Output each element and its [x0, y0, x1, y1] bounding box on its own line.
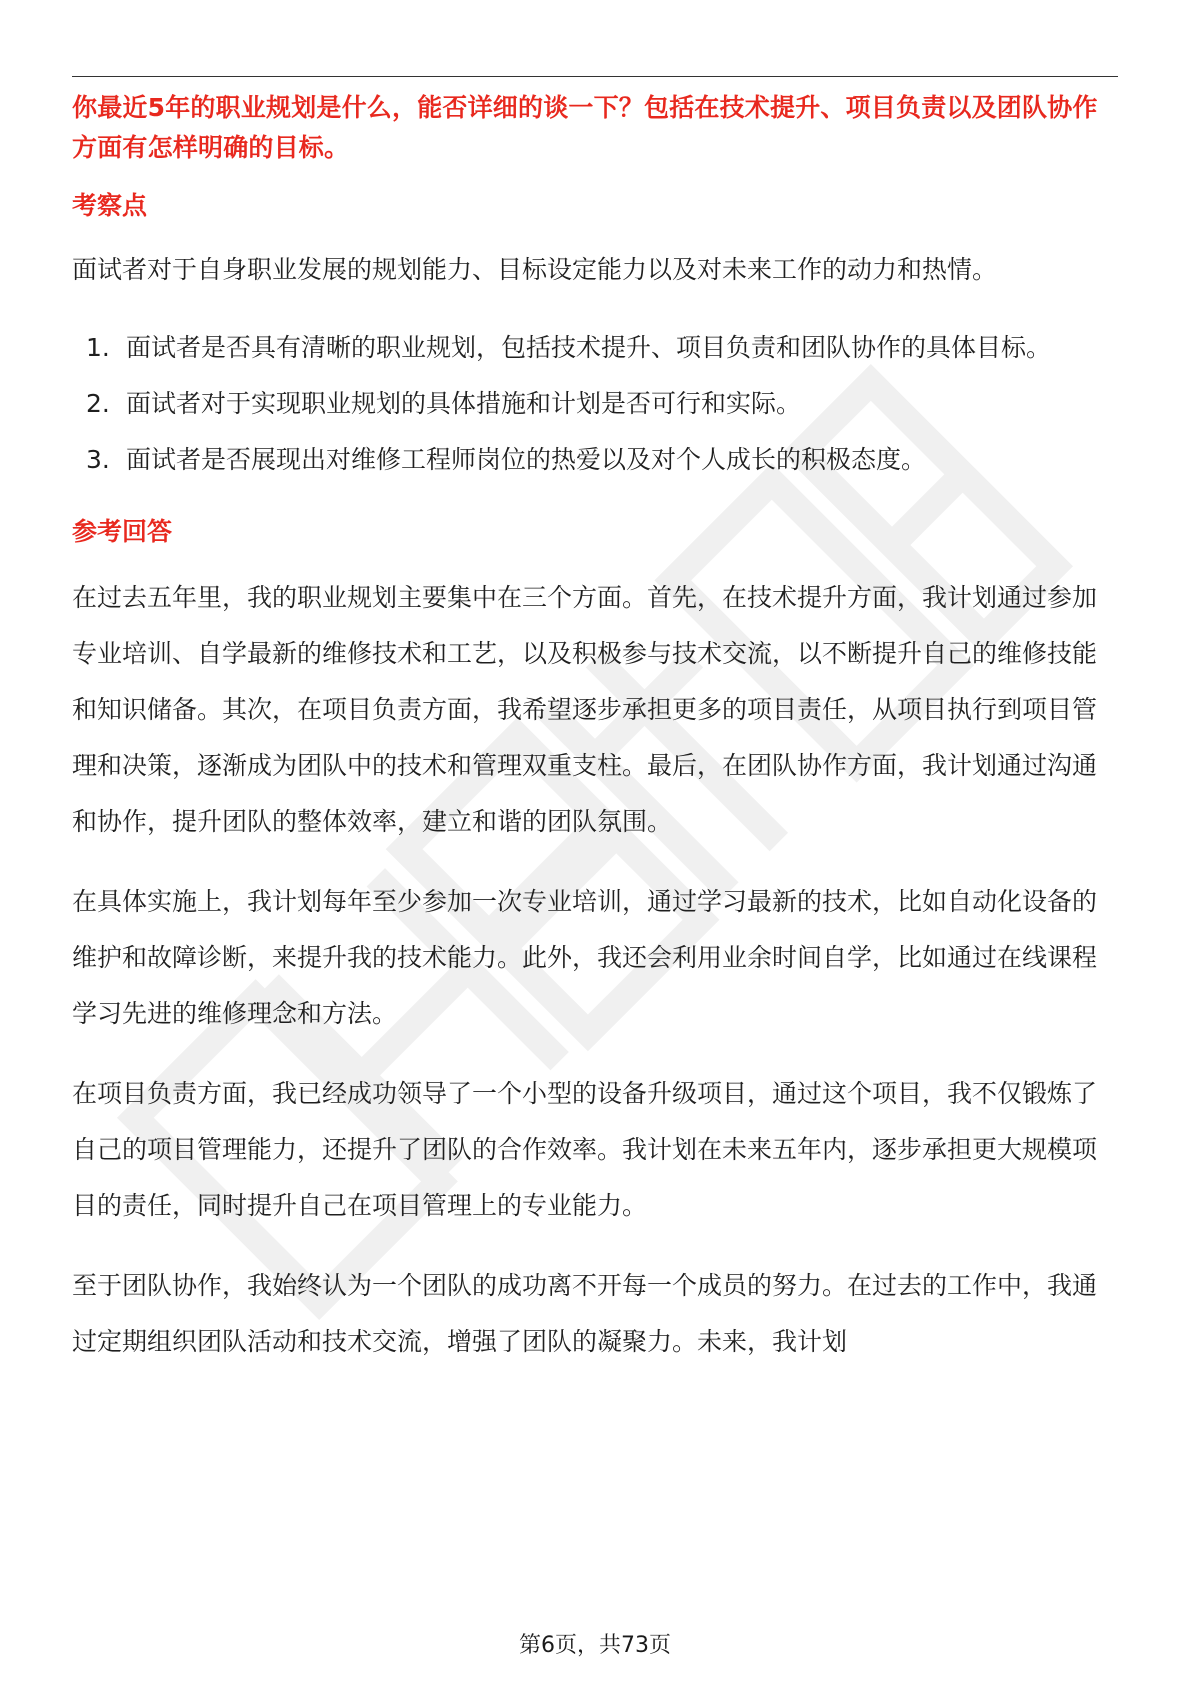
- list-item: [72, 320, 1118, 376]
- section-heading-answer: 参考回答: [72, 517, 173, 546]
- list-item-number: 2.: [86, 389, 110, 418]
- answer-paragraph: 至于团队协作，我始终认为一个团队的成功离不开每一个成员的努力。在过去的工作中，我通过定期组织团队活动和技术交流，增强了团队的凝聚力。未来，我计划: [72, 1271, 1098, 1356]
- examine-intro: 面试者对于自身职业发展的规划能力、目标设定能力以及对未来工作的动力和热情。: [72, 255, 998, 284]
- document-body: [72, 88, 1118, 1370]
- answer-paragraph: 在项目负责方面，我已经成功领导了一个小型的设备升级项目，通过这个项目，我不仅锻炼了自己的项目管理能力，还提升了团队的合作效率。我计划在未来五年内，逐步承担更大规模项目的责任，同时提升自己在项目管理上的专业能力。: [72, 1079, 1098, 1220]
- list-item-text: 面试者是否具有清晰的职业规划，包括技术提升、项目负责和团队协作的具体目标。: [126, 333, 1052, 362]
- section-heading-examine: 考察点: [72, 191, 148, 220]
- list-item-number: 3.: [86, 445, 110, 474]
- list-item-text: 面试者是否展现出对维修工程师岗位的热爱以及对个人成长的积极态度。: [126, 445, 927, 474]
- answer-paragraph: 在过去五年里，我的职业规划主要集中在三个方面。首先，在技术提升方面，我计划通过参加专业培训、自学最新的维修技术和工艺，以及积极参与技术交流，以不断提升自己的维修技能和知识储备。其次，在项目负责方面，我希望逐步承担更多的项目责任，从项目执行到项目管理和决策，逐渐成为团队中的技术和管理双重支柱。最后，在团队协作方面，我计划通过沟通和协作，提升团队的整体效率，建立和谐的团队氛围。: [72, 583, 1098, 836]
- list-item-text: 面试者对于实现职业规划的具体措施和计划是否可行和实际。: [126, 389, 802, 418]
- list-item: [72, 432, 1118, 488]
- header-rule: [72, 76, 1118, 77]
- list-item: [72, 376, 1118, 432]
- examine-criteria-list: [72, 320, 1118, 488]
- question-title: 你最近5年的职业规划是什么，能否详细的谈一下？包括在技术提升、项目负责以及团队协作方面有怎样明确的目标。: [72, 93, 1098, 162]
- list-item-number: 1.: [86, 333, 110, 362]
- page-number-footer: 第6页，共73页: [519, 1633, 671, 1658]
- answer-paragraph: 在具体实施上，我计划每年至少参加一次专业培训，通过学习最新的技术，比如自动化设备的维护和故障诊断，来提升我的技术能力。此外，我还会利用业余时间自学，比如通过在线课程学习先进的维修理念和方法。: [72, 887, 1098, 1028]
